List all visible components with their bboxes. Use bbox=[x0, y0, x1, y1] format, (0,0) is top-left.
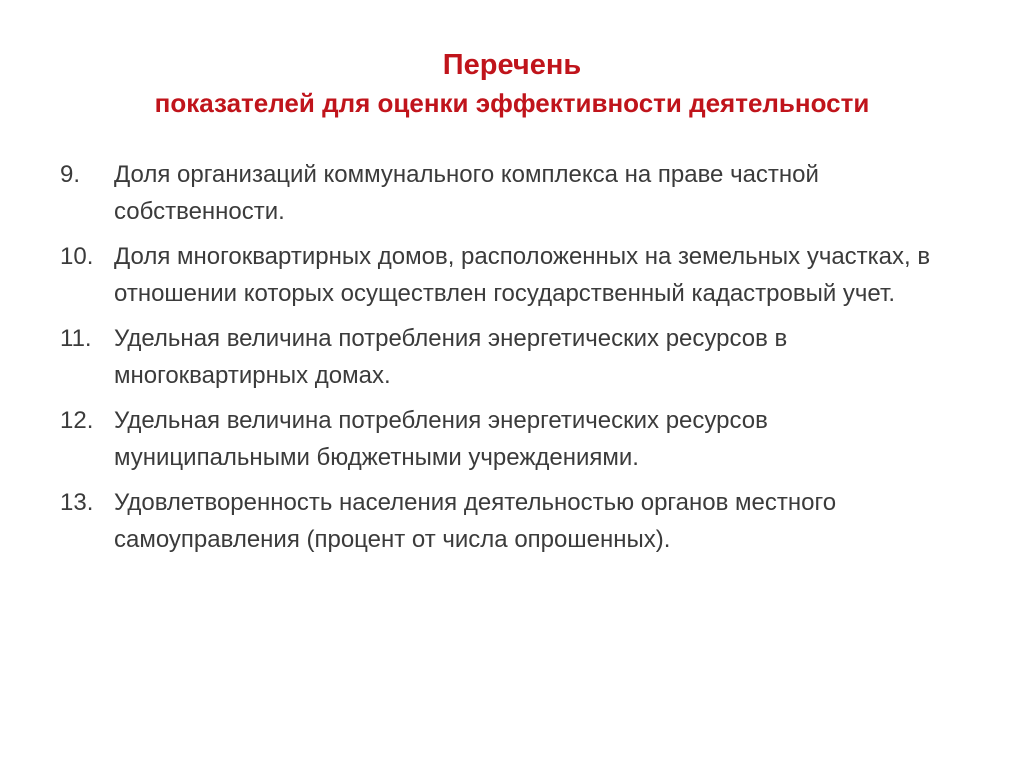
item-number: 11. bbox=[60, 325, 92, 352]
list-item bbox=[60, 320, 960, 394]
list-item bbox=[60, 238, 960, 312]
item-text: Удовлетворенность населения деятельностью органов местного самоуправления (процент от числа опрошенных). bbox=[114, 489, 837, 553]
item-text: Удельная величина потребления энергетических ресурсов в многоквартирных домах. bbox=[114, 325, 788, 389]
item-text: Доля организаций коммунального комплекса на праве частной собственности. bbox=[114, 161, 819, 225]
item-number: 13. bbox=[60, 489, 94, 516]
title-main: Перечень bbox=[442, 49, 582, 81]
title-subtitle: показателей для оценки эффективности деятельности bbox=[154, 88, 870, 118]
item-text: Удельная величина потребления энергетических ресурсов муниципальными бюджетными учреждениями. bbox=[114, 407, 768, 471]
item-number: 9. bbox=[60, 161, 81, 188]
item-text: Доля многоквартирных домов, расположенных на земельных участках, в отношении которых осуществлен государственный кадастровый учет. bbox=[114, 243, 931, 307]
item-number: 10. bbox=[60, 243, 94, 270]
list-item bbox=[60, 402, 960, 476]
indicator-list bbox=[60, 156, 960, 566]
item-number: 12. bbox=[60, 407, 94, 434]
slide-title bbox=[0, 46, 1024, 120]
list-item bbox=[60, 484, 960, 558]
list-item bbox=[60, 156, 960, 230]
